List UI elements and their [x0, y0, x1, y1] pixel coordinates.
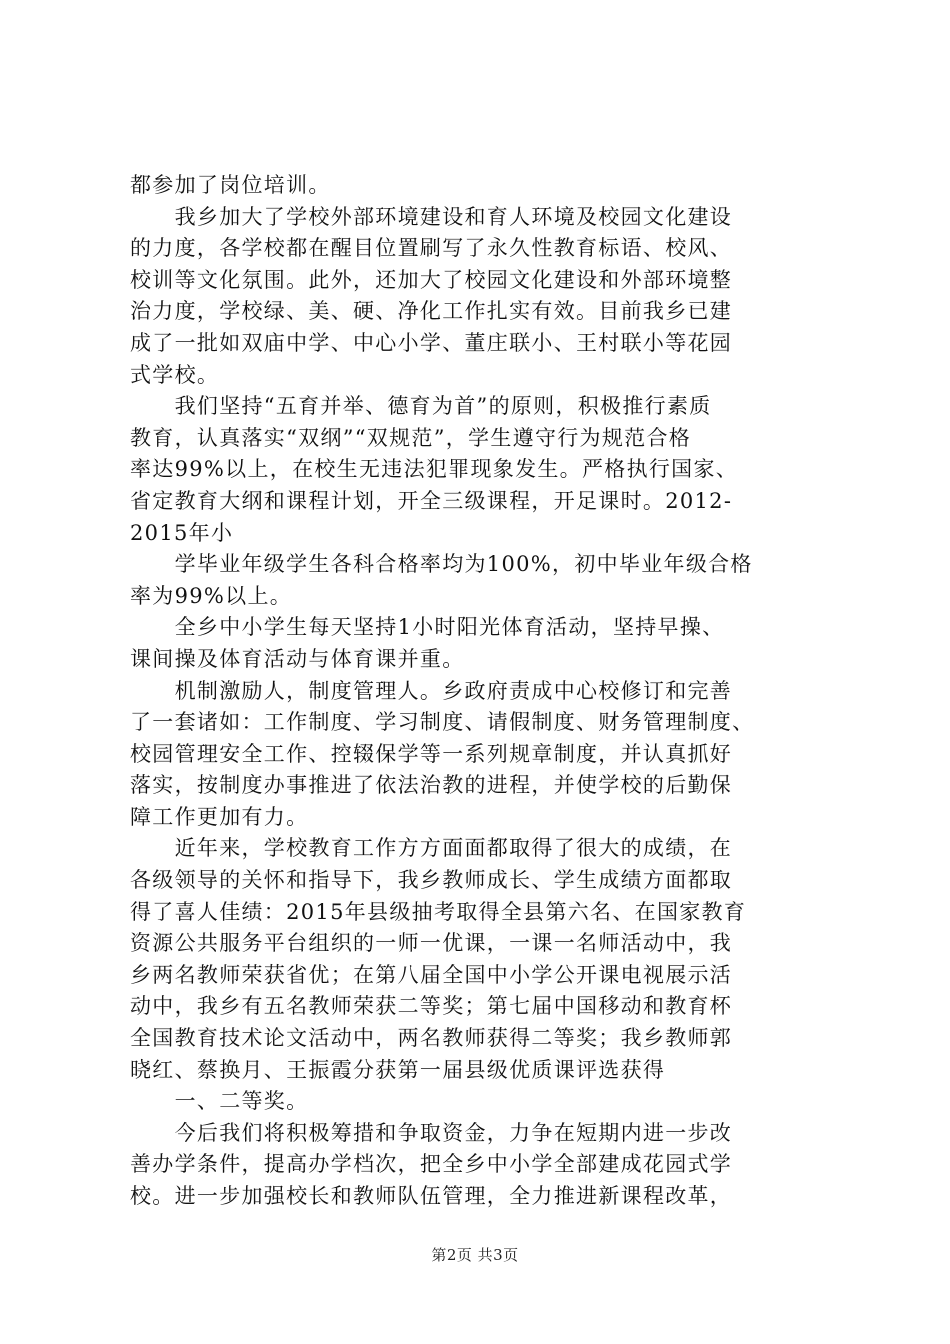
- text-line: 校。进一步加强校长和教师队伍管理，全力推进新课程改革，: [130, 1184, 733, 1208]
- page-number-footer: 第2页 共3页: [431, 1246, 519, 1264]
- text-line: 率达99%以上，在校生无违法犯罪现象发生。严格执行国家、: [130, 457, 739, 482]
- text-line: 障工作更加有力。: [130, 804, 309, 829]
- text-line: 我乡加大了学校外部环境建设和育人环境及校园文化建设: [130, 204, 733, 229]
- text-line: 机制激励人，制度管理人。乡政府责成中心校修订和完善: [130, 678, 733, 703]
- text-line: 课间操及体育活动与体育课并重。: [130, 646, 465, 671]
- text-line: 了一套诸如：工作制度、学习制度、请假制度、财务管理制度、: [130, 710, 755, 735]
- text-line: 校园管理安全工作、控辍保学等一系列规章制度，并认真抓好: [130, 741, 733, 766]
- text-line: 一、二等奖。: [130, 1089, 309, 1114]
- text-line: 率为99%以上。: [130, 583, 293, 608]
- text-line: 资源公共服务平台组织的一师一优课，一课一名师活动中，我: [130, 931, 733, 956]
- text-line: 教育，认真落实“双纲”“双规范”，学生遵守行为规范合格: [130, 425, 692, 450]
- text-line: 落实，按制度办事推进了依法治教的进程，并使学校的后勤保: [130, 773, 733, 798]
- text-line: 乡两名教师荣获省优；在第八届全国中小学公开课电视展示活: [130, 962, 733, 987]
- text-line: 的力度，各学校都在醒目位置刷写了永久性教育标语、校风、: [130, 236, 733, 261]
- text-line: 得了喜人佳绩：2015年县级抽考取得全县第六名、在国家教育: [130, 899, 747, 924]
- text-line: 全国教育技术论文活动中，两名教师获得二等奖；我乡教师郭: [130, 1026, 733, 1051]
- text-line: 各级领导的关怀和指导下，我乡教师成长、学生成绩方面都取: [130, 868, 733, 893]
- text-line: 式学校。: [130, 362, 220, 387]
- text-line: 善办学条件，提高办学档次，把全乡中小学全部建成花园式学: [130, 1152, 733, 1177]
- text-line: 全乡中小学生每天坚持1小时阳光体育活动，坚持早操、: [130, 615, 725, 640]
- text-line: 都参加了岗位培训。: [130, 173, 331, 197]
- text-line: 2015年小: [130, 520, 234, 545]
- text-line: 晓红、蔡换月、王振霞分获第一届县级优质课评选获得: [130, 1057, 666, 1082]
- text-line: 治力度，学校绿、美、硬、净化工作扎实有效。目前我乡已建: [130, 299, 733, 324]
- text-line: 省定教育大纲和课程计划，开全三级课程，开足课时。2012-: [130, 488, 733, 513]
- text-line: 今后我们将积极筹措和争取资金，力争在短期内进一步改: [130, 1120, 733, 1145]
- text-line: 动中，我乡有五名教师荣获二等奖；第七届中国移动和教育杯: [130, 994, 733, 1019]
- text-line: 我们坚持“五育并举、德育为首”的原则，积极推行素质: [130, 394, 712, 419]
- body-text: [130, 170, 830, 1213]
- text-line: 学毕业年级学生各科合格率均为100%，初中毕业年级合格: [130, 552, 753, 577]
- text-line: 近年来，学校教育工作方方面面都取得了很大的成绩，在: [130, 836, 733, 861]
- text-line: 成了一批如双庙中学、中心小学、董庄联小、王村联小等花园: [130, 330, 733, 355]
- text-line: 校训等文化氛围。此外，还加大了校园文化建设和外部环境整: [130, 267, 733, 292]
